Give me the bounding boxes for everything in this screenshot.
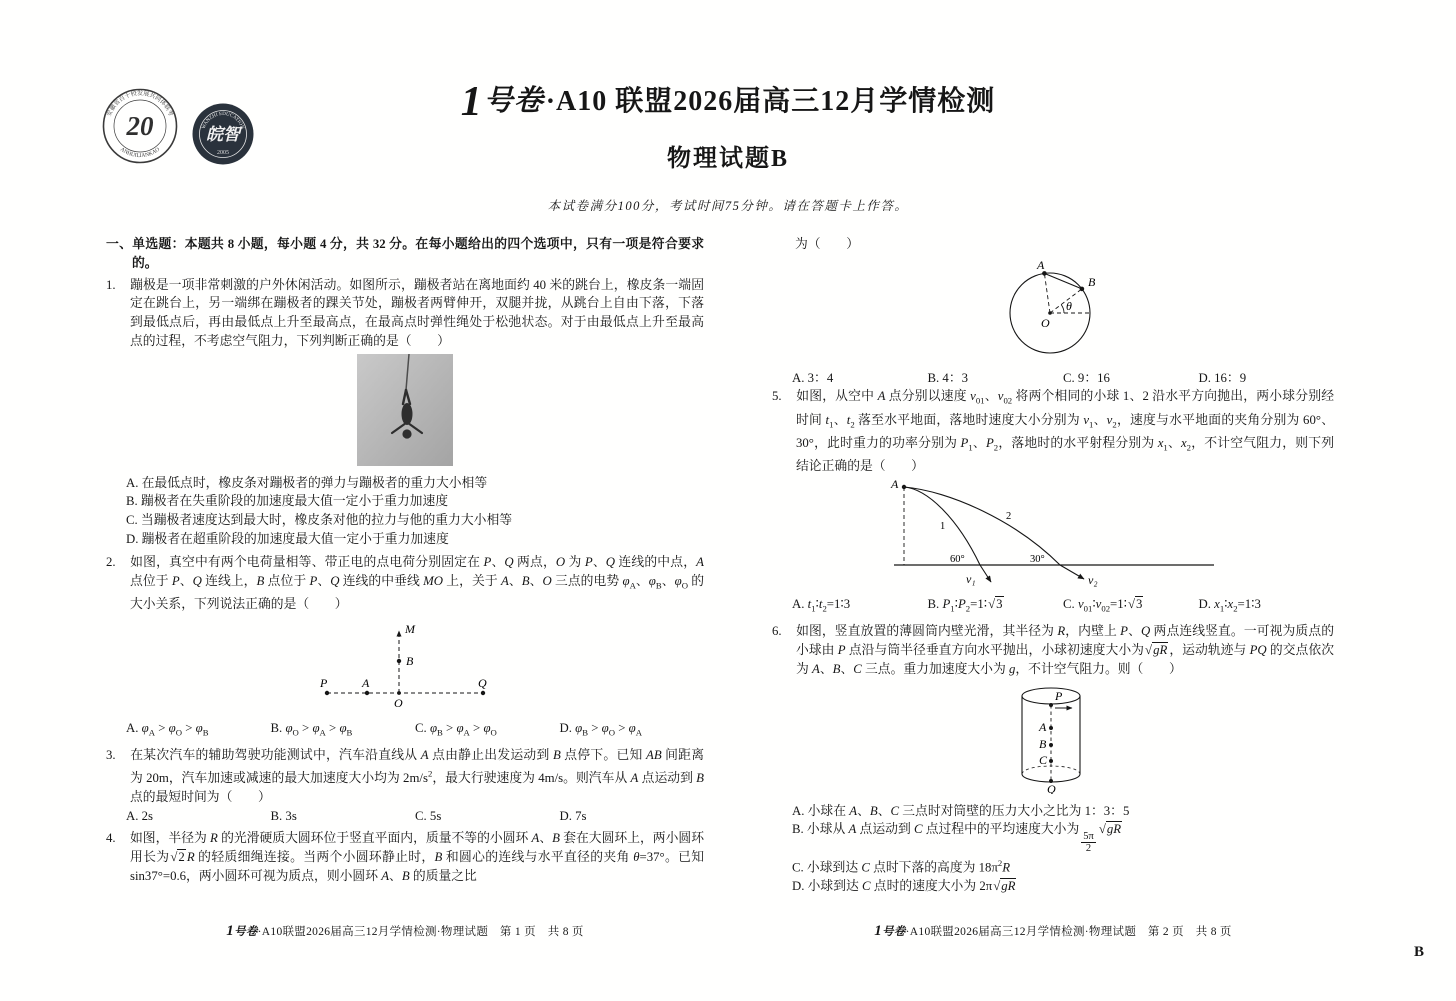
wanzhi-ring-label: WANZHI EDUCATION bbox=[201, 111, 245, 130]
v2-vector bbox=[1060, 565, 1084, 579]
option-D: D. 蹦极者在超重阶段的加速度最大值一定小于重力加速度 bbox=[126, 531, 449, 546]
section-one-header bbox=[106, 235, 704, 273]
option-B: B. 蹦极者在失重阶段的加速度最大值一定小于重力加速度 bbox=[126, 494, 449, 509]
question-1-figure bbox=[106, 354, 704, 472]
label-curve-1: 1 bbox=[940, 521, 946, 533]
exam-subtitle: 物理试题B bbox=[666, 146, 789, 172]
ring-diagram bbox=[978, 257, 1128, 361]
question-3-number: 3. bbox=[106, 747, 116, 762]
projectile-diagram bbox=[888, 479, 1218, 587]
footer-page-1 bbox=[106, 923, 704, 940]
question-5-text bbox=[772, 387, 1334, 476]
label-angle-30: 30° bbox=[1030, 554, 1045, 566]
point-dots bbox=[325, 659, 485, 695]
option-A: A. 小球在 A、B、C 三点时对筒壁的压力大小之比为 1：3：5 bbox=[792, 803, 1130, 818]
label-O: O bbox=[1041, 315, 1050, 330]
label-A: A bbox=[1037, 257, 1045, 272]
question-3 bbox=[106, 746, 704, 825]
option-D: D. 16：9 bbox=[1198, 370, 1247, 385]
page-2-column bbox=[772, 235, 1334, 900]
question-1 bbox=[106, 276, 704, 549]
label-B: B bbox=[1039, 736, 1047, 751]
question-6 bbox=[772, 622, 1334, 896]
brand-script: 号卷 bbox=[483, 85, 544, 117]
option-B: B. $\varphi_O > \varphi_A > \varphi_B$ bbox=[270, 720, 353, 738]
option-B: B. 4：3 bbox=[927, 370, 969, 385]
question-1-options bbox=[106, 474, 704, 549]
question-2-options bbox=[126, 719, 704, 742]
footer-brand bbox=[874, 923, 906, 939]
section-text: 本题共 8 小题，每小题 4 分，共 32 分。在每小题给出的四个选项中，只有一项是符合要求的。 bbox=[132, 237, 704, 270]
label-curve-2: 2 bbox=[1006, 511, 1012, 523]
label-v1: v₁ bbox=[966, 572, 976, 587]
page-marker-b: B bbox=[1414, 944, 1425, 960]
option-A: A. 在最低点时，橡皮条对蹦极者的弹力与蹦极者的重力大小相等 bbox=[126, 475, 488, 490]
label-Q: Q bbox=[1047, 781, 1056, 794]
brand-one-glyph: 1 bbox=[460, 79, 483, 125]
label-O: O bbox=[394, 695, 403, 710]
cylinder-diagram bbox=[995, 682, 1111, 794]
charges-diagram bbox=[315, 617, 495, 711]
question-3-body: 在某次汽车的辅助驾驶功能测试中，汽车沿直线从 A 点由静止出发运动到 B 点停下。已知 AB 间距离为 20m，汽车加速或减速的最大加速度大小均为 $2m/s^2$，最大行驶速度为 4m/s。则汽车从 A 点运动到 B 点的最短时间为（ ） bbox=[130, 747, 705, 804]
question-4-continuation: 为（ ） bbox=[795, 237, 859, 251]
footer-text: ·A10联盟2026届高三12月学情检测·物理试题 第 2 页 共 8 页 bbox=[905, 926, 1232, 938]
question-3-options bbox=[126, 807, 704, 826]
question-4-number: 4. bbox=[106, 831, 116, 846]
question-1-number: 1. bbox=[106, 277, 116, 292]
page-1-column bbox=[106, 235, 704, 890]
option-C: C. 9：16 bbox=[1063, 370, 1110, 385]
option-D: D. 7s bbox=[559, 808, 587, 823]
question-4-options bbox=[792, 369, 1334, 388]
question-4-figure bbox=[772, 257, 1334, 367]
exam-note: 本试卷满分100分，考试时间75分钟。请在答题卡上作答。 bbox=[547, 199, 909, 213]
question-5-number: 5. bbox=[772, 389, 782, 404]
bungee-photo bbox=[357, 354, 453, 466]
question-5-options bbox=[792, 595, 1334, 618]
option-B: B. 3s bbox=[270, 808, 297, 823]
label-Q: Q bbox=[478, 675, 487, 690]
question-2-number: 2. bbox=[106, 554, 116, 569]
option-C: C. $\varphi_B > \varphi_A > \varphi_O$ bbox=[415, 720, 497, 738]
question-2-figure bbox=[106, 617, 704, 717]
label-v2: v₂ bbox=[1088, 573, 1098, 588]
question-5 bbox=[772, 387, 1334, 618]
point-A-dot bbox=[902, 485, 906, 489]
wanzhi-year-label: 2005 bbox=[217, 150, 229, 156]
question-1-body: 蹦极是一项非常刺激的户外休闲活动。如图所示，蹦极者站在离地面约 40 米的跳台上，橡皮条一端固定在跳台上，另一端绑在蹦极者的踝关节处，蹦极者两臂伸开，双腿并拢，从跳台上自由下落，下落到最低点后，再由最低点上升至最高点，在最高点时弹性绳处于松弛状态。对于由最低点上升至最高点的过程，不考虑空气阻力，下列判断正确的是（ ） bbox=[130, 277, 704, 348]
label-M: M bbox=[405, 621, 415, 636]
label-P: P bbox=[1055, 688, 1063, 703]
option-C: C. 小球到达 C 点时下落的高度为 $18\pi^2R$ bbox=[792, 858, 1011, 875]
exam-title-text: ·A10 联盟2026届高三12月学情检测 bbox=[545, 86, 996, 117]
footer-text: ·A10联盟2026届高三12月学情检测·物理试题 第 1 页 共 8 页 bbox=[257, 926, 584, 938]
label-angle-60: 60° bbox=[950, 554, 965, 566]
question-3-text bbox=[106, 746, 704, 807]
question-2-body: 如图，真空中有两个电荷量相等、带正电的点电荷分别固定在 P、Q 两点，O 为 P、Q 连线的中点，A 点位于 P、Q 连线上，B 点位于 P、Q 连线的中垂线 MO 上，关于 A、B、O 三点的电势 $\varphi_A$、$\varphi_B$、$\varphi_O$ 的大小关系，下列说法正确的是（ ） bbox=[130, 554, 705, 611]
footer-brand-one: 1 bbox=[874, 923, 883, 939]
question-1-text bbox=[106, 276, 704, 351]
option-D: D. $x_1∶x_2=1∶3$ bbox=[1198, 597, 1261, 614]
question-2-text bbox=[106, 553, 704, 614]
label-B: B bbox=[406, 653, 414, 668]
question-6-text bbox=[772, 622, 1334, 678]
stamp-ring-top-label: 安徽省百十校发展共同体联考 bbox=[106, 91, 174, 118]
label-A: A bbox=[362, 675, 370, 690]
question-6-options bbox=[772, 802, 1334, 896]
option-D: D. $\varphi_B > \varphi_O > \varphi_A$ bbox=[559, 720, 643, 738]
exam-title bbox=[0, 78, 1456, 126]
label-A: A bbox=[891, 479, 899, 492]
section-lead: 一、单选题： bbox=[106, 237, 185, 251]
v1-vector bbox=[980, 565, 991, 582]
option-A: A. $t_1∶t_2=1∶3$ bbox=[792, 597, 851, 614]
stamp-center-script: 20 bbox=[126, 111, 154, 141]
label-theta: θ bbox=[1066, 298, 1072, 313]
footer-brand bbox=[226, 923, 258, 939]
option-C: C. 当蹦极者速度达到最大时，橡皮条对他的拉力与他的重力大小相等 bbox=[126, 513, 513, 528]
label-P: P bbox=[320, 675, 328, 690]
footer-brand-script: 号卷 bbox=[234, 926, 258, 938]
question-6-body: 如图，竖直放置的薄圆筒内壁光滑，其半径为 R，内壁上 P、Q 两点连线竖直。一可视为质点的小球由 P 点沿与筒半径垂直方向水平抛出，小球初速度大小为√gR ，运动轨迹与 PQ 的交点依次为 A、B、C 三点。重力加速度大小为 g，不计空气阻力。则（ ） bbox=[796, 624, 1335, 676]
option-A: A. 2s bbox=[126, 808, 154, 823]
footer-brand-one: 1 bbox=[226, 923, 235, 939]
option-C: C. $v_{01}∶v_{02}=1∶√3$ bbox=[1063, 597, 1143, 614]
question-6-number: 6. bbox=[772, 624, 782, 639]
question-5-body: 如图，从空中 A 点分别以速度 $v_{01}$、$v_{02}$ 将两个相同的小球 1、2 沿水平方向抛出，两小球分别经时间 $t_1$、$t_2$ 落至水平地面，落地时速度大小分别为 $v_1$、$v_2$，速度与水平地面的夹角分别为 60°、30°，此时重力的功率分别为 $P_1$、$P_2$，落地时的水平射程分别为 $x_1$、$x_2$，不计空气阻力，则下列结论正确的是（ ） bbox=[796, 389, 1335, 474]
top-rim bbox=[1022, 688, 1080, 704]
label-B: B bbox=[1088, 274, 1096, 289]
footer-brand-script: 号卷 bbox=[882, 926, 906, 938]
label-A: A bbox=[1039, 719, 1047, 734]
stamp-ring-bottom-label: ANHUILIANKAO bbox=[118, 146, 162, 160]
question-4-text bbox=[106, 829, 704, 885]
label-C: C bbox=[1039, 752, 1048, 767]
option-B: B. $P_1∶P_2=1∶√3$ bbox=[927, 597, 1003, 614]
footer-page-2 bbox=[772, 923, 1334, 940]
option-A: A. $\varphi_A > \varphi_O > \varphi_B$ bbox=[126, 720, 209, 738]
option-D: D. 小球到达 C 点时的速度大小为 2π√gR bbox=[792, 879, 1016, 894]
question-5-figure bbox=[772, 479, 1334, 593]
option-C: C. 5s bbox=[415, 808, 442, 823]
question-4-body: 如图，半径为 R 的光滑硬质大圆环位于竖直平面内，质量不等的小圆环 A、B 套在大圆环上，两小圆环用长为√2 R 的轻质细绳连接。当两个小圆环静止时，B 和圆心的连线与水平直径的夹角 θ=37°。已知 sin37°=0.6，两小圆环可视为质点，则小圆环 A、B 的质量之比 bbox=[130, 831, 705, 883]
wanzhi-center-label: 皖智 bbox=[206, 125, 240, 144]
question-2 bbox=[106, 553, 704, 742]
angle-arc bbox=[1061, 304, 1064, 312]
question-6-figure bbox=[772, 682, 1334, 800]
question-4 bbox=[106, 829, 704, 885]
option-B: B. 小球从 A 点运动到 C 点过程中的平均速度大小为 $\frac{5\pi}{2}$ √gR bbox=[792, 822, 1122, 855]
option-A: A. 3：4 bbox=[792, 370, 834, 385]
